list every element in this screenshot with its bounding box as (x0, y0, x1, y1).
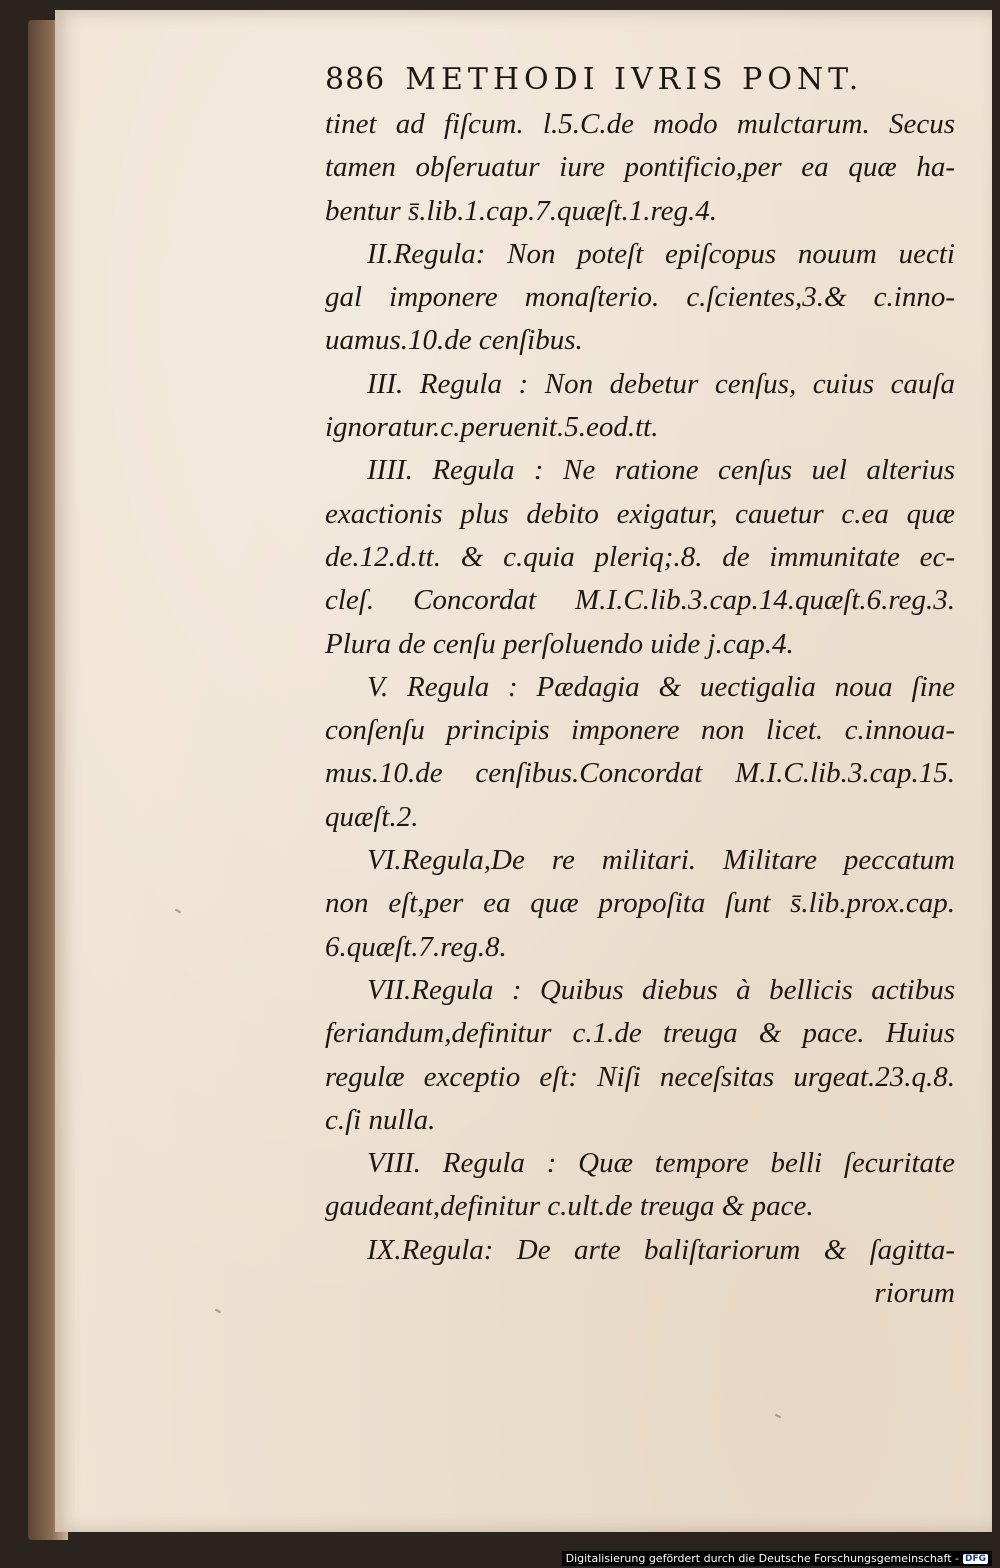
page-number: 886 (325, 62, 386, 97)
text-line: 6.quæſt.7.reg.8. (325, 930, 507, 963)
text-line: bentur s̄.lib.1.cap.7.quæſt.1.reg.4. (325, 194, 718, 227)
paper-speck (175, 909, 181, 914)
text-line: V. Regula : Pædagia & uectigalia noua ſine (367, 670, 955, 703)
credit-text: Digitalisierung gefördert durch die Deutsche Forschungsgemeinschaft - (565, 1552, 959, 1565)
text-line: regulæ exceptio eſt: Niſi neceſsitas urgeat.23.q.8. (325, 1060, 955, 1093)
text-line: tamen obſeruatur iure pontificio,per ea quæ ha- (325, 151, 955, 184)
running-title: METHODI IVRIS PONT. (405, 62, 864, 97)
text-line: VIII. Regula : Quæ tempore belli ſecuritate (367, 1147, 955, 1180)
catchword: riorum (874, 1277, 955, 1310)
text-line: non eſt,per ea quæ propoſita ſunt s̄.lib.prox.cap. (325, 887, 955, 920)
text-line: IIII. Regula : Ne ratione cenſus uel alterius (367, 454, 955, 487)
text-line: quæſt.2. (325, 800, 419, 833)
text-line: II.Regula: Non poteſt epiſcopus nouum uecti (367, 237, 955, 270)
text-line: feriandum,definitur c.1.de treuga & pace. Huius (325, 1017, 955, 1050)
text-line: IX.Regula: De arte baliſtariorum & ſagitta- (367, 1233, 955, 1266)
text-line: III. Regula : Non debetur cenſus, cuius cauſa (367, 367, 955, 400)
text-line: VII.Regula : Quibus diebus à bellicis actibus (367, 973, 955, 1006)
text-line: exactionis plus debito exigatur, cauetur c.ea quæ (325, 497, 955, 530)
text-line: gaudeant,definitur c.ult.de treuga & pace. (325, 1190, 814, 1223)
digitization-credit (562, 1551, 992, 1566)
body-text (325, 103, 955, 1315)
text-line: uamus.10.de cenſibus. (325, 324, 583, 357)
page-header (325, 62, 925, 97)
text-line: VI.Regula,De re militari. Militare peccatum (367, 844, 955, 877)
text-line: cleſ. Concordat M.I.C.lib.3.cap.14.quæſt.6.reg.3. (325, 584, 955, 617)
text-line: de.12.d.tt. & c.quia pleriq;.8. de immunitate ec- (325, 540, 955, 573)
text-line: gal imponere monaſterio. c.ſcientes,3.& c.inno- (325, 281, 955, 314)
text-line: ignoratur.c.peruenit.5.eod.tt. (325, 411, 659, 444)
dfg-logo: DFG (964, 1553, 986, 1564)
text-line: mus.10.de cenſibus.Concordat M.I.C.lib.3.cap.15. (325, 757, 955, 790)
paper-speck (215, 1309, 221, 1314)
paper-speck (775, 1414, 781, 1419)
text-line: tinet ad fiſcum. l.5.C.de modo mulctarum. Secus (325, 108, 955, 140)
text-line: conſenſu principis imponere non licet. c.innoua- (325, 714, 955, 747)
text-line: c.ſi nulla. (325, 1103, 436, 1136)
text-line: Plura de cenſu perſoluendo uide j.cap.4. (325, 627, 794, 660)
